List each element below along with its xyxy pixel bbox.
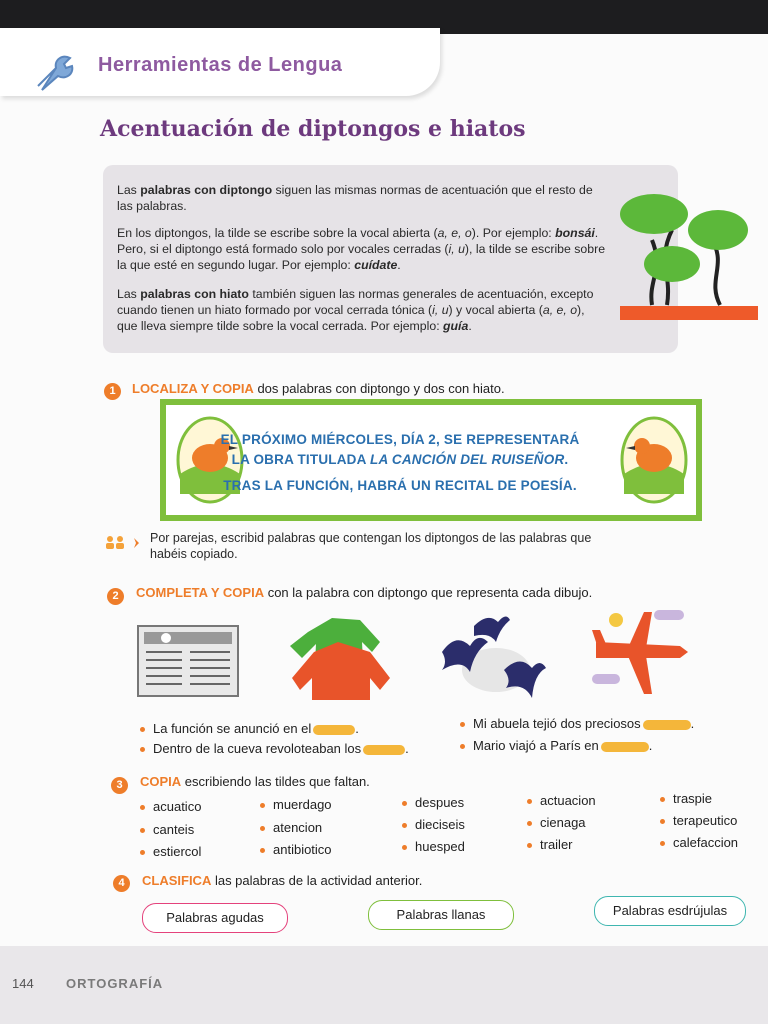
exercise-number: 4 [113, 875, 130, 892]
word-item: huesped [402, 839, 465, 854]
exercise-4-instruction: CLASIFICA las palabras de la actividad anterior. [142, 873, 423, 888]
banner-line-3: TRAS LA FUNCIÓN, HABRÁ UN RECITAL DE POESÍA. [223, 478, 577, 493]
bird-icon [618, 414, 690, 506]
banner-line-1: EL PRÓXIMO MIÉRCOLES, DÍA 2, SE REPRESENTARÁ [220, 432, 580, 447]
word-item: actuacion [527, 793, 596, 808]
sentence-4: Mario viajó a París en . [460, 738, 652, 753]
exercise-number: 1 [104, 383, 121, 400]
section-name: ORTOGRAFÍA [66, 976, 164, 991]
pair-activity-text: Por parejas, escribid palabras que contengan los diptongos de las palabras que habéis copiado. [150, 531, 592, 561]
banner-line-2: LA OBRA TITULADA LA CANCIÓN DEL RUISEÑOR. [231, 452, 569, 467]
word-item: muerdago [260, 797, 332, 812]
answer-blank[interactable] [363, 745, 405, 755]
page-number: 144 [12, 976, 34, 991]
answer-blank[interactable] [601, 742, 649, 752]
sentence-2: Dentro de la cueva revoloteaban los . [140, 741, 409, 756]
category-pill-esdrujulas[interactable]: Palabras esdrújulas [594, 896, 746, 926]
word-item: cienaga [527, 815, 586, 830]
exercise-2-instruction: COMPLETA Y COPIA con la palabra con diptongo que representa cada dibujo. [136, 585, 593, 600]
exercise-number: 2 [107, 588, 124, 605]
airplane-picture [588, 606, 692, 700]
tab-title: Herramientas de Lengua [98, 54, 343, 76]
tree-illustration [612, 180, 762, 325]
page-title: Acentuación de diptongos e hiatos [100, 116, 526, 142]
sweater-picture [284, 612, 396, 704]
wrench-icon [32, 52, 76, 92]
word-item: dieciseis [402, 817, 465, 832]
word-item: antibiotico [260, 842, 332, 857]
category-pill-agudas[interactable]: Palabras agudas [142, 903, 288, 933]
exercise-number: 3 [111, 777, 128, 794]
word-item: canteis [140, 822, 194, 837]
answer-blank[interactable] [313, 725, 355, 735]
bats-picture [434, 612, 548, 704]
newspaper-picture [136, 624, 242, 698]
exercise-3-instruction: COPIA escribiendo las tildes que faltan. [140, 774, 370, 789]
word-item: traspie [660, 791, 712, 806]
word-item: calefaccion [660, 835, 738, 850]
exercise-1-instruction: LOCALIZA Y COPIA dos palabras con diptongo y dos con hiato. [132, 381, 505, 396]
theory-paragraph-2: En los diptongos, la tilde se escribe sobre la vocal abierta (a, e, o). Por ejemplo: bonsái. Pero, si el diptongo está formado solo por vocales cerradas (i, u), la tilde se escribe sobre la que esté en segundo lugar. Por ejemplo: cuídate. [117, 226, 606, 272]
sentence-3: Mi abuela tejió dos preciosos . [460, 716, 694, 731]
word-item: acuatico [140, 799, 201, 814]
word-item: estiercol [140, 844, 201, 859]
word-item: atencion [260, 820, 322, 835]
theory-paragraph-3: Las palabras con hiato también siguen las normas generales de acentuación, excepto cuando tienen un hiato formado por vocal cerrada tónica (i, u) y vocal abierta (a, e, o), que lleva siempre tilde sobre la vocal cerrada. Por ejemplo: guía. [117, 287, 594, 333]
sentence-1: La función se anunció en el . [140, 721, 359, 736]
theory-paragraph-1: Las palabras con diptongo siguen las mismas normas de acentuación que el resto de las palabras. [117, 183, 593, 213]
word-item: trailer [527, 837, 573, 852]
category-pill-llanas[interactable]: Palabras llanas [368, 900, 514, 930]
word-item: despues [402, 795, 464, 810]
answer-blank[interactable] [643, 720, 691, 730]
pair-people-icon [104, 535, 144, 551]
word-item: terapeutico [660, 813, 737, 828]
